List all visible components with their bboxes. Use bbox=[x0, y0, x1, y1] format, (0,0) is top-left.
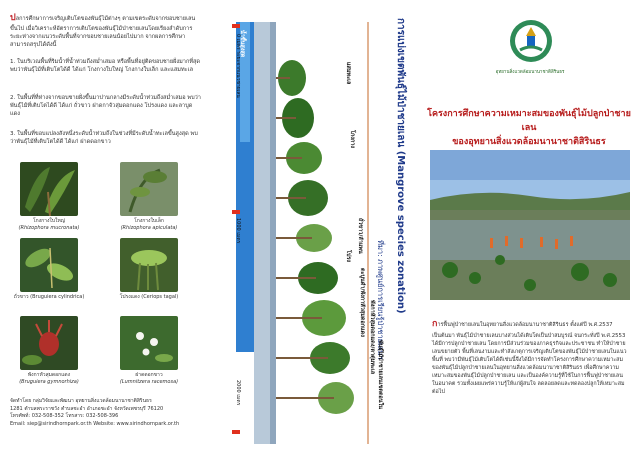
contact-email-website: Email: siep@sirindhornpark.or.th Website: www.sirindhornpark.or.th bbox=[10, 420, 180, 427]
zone-label-5: ตะบูนดำ/พังกาหัวสุมดอกแดง bbox=[359, 268, 365, 337]
caption-bruguiera-gymnorhiza: พังกาหัวสุมดอกแดง (Bruguiera gymnorhiza) bbox=[19, 372, 79, 385]
contact-phone: โทรศัพท์: 032-508-352 โทรสาร: 032-508-396 bbox=[10, 413, 119, 419]
water-level-label: น้ำขึ้นสูงสุด bbox=[239, 30, 245, 58]
mangrove-planting-photo bbox=[430, 150, 630, 300]
finding-2: 2. ในพื้นที่ที่ห่างจากขอบชายฝั่งขึ้นมาปานกลางมีระดับน้ำท่วมถึงสม่ำเสมอ พบว่าพันธุ์ไม้ที่เติบโตได้ดี ได้แก่ ถั่วขาว ฝาดกาจัวสุ่มดอกแดง โปรงแดง และลาบูดแดง bbox=[10, 95, 201, 118]
zone-label-3: ถั่วขาว/ลำแพน bbox=[357, 218, 363, 254]
rhizophora-apiculata-photo bbox=[120, 162, 178, 216]
contact-block bbox=[10, 398, 206, 428]
finding-1: 1. ในบริเวณพื้นที่ริมน้ำที่น้ำท่วมถึงสม่ำเสมอ หรือพื้นที่อยู่ติดขอบชายฝั่งมากที่สุด พบว่าพันธุ์ไม้ที่เติบโตได้ดี ได้แก่ โกงกางใบใหญ่ โกงกางใบเล็ก และแสมทะเล bbox=[10, 59, 201, 74]
zone-label-2: โกงกาง bbox=[349, 130, 355, 149]
project-title-line-1: โครงการศึกษาความเหมาะสมของพันธุ์ไม้ปลูกป่าชายเลน bbox=[427, 109, 631, 133]
caption-bruguiera-cylindrica: ถั่วขาว (Bruguiera cylindrica) bbox=[13, 294, 85, 300]
logo-caption: อุทยานสิ่งแวดล้อมนานาชาติสิรินธร bbox=[495, 70, 565, 75]
project-description: การฟื้นฟูป่าชายเลนในอุทยานสิ่งแวดล้อมนานาชาติสิรินธร ตั้งแต่ปี พ.ศ.2537 เป็นต้นมา พันธุ์ไม้ป่าชายเลนบางส่วนได้เติบโตเป็นป่าสมบูรณ์ จนกระทั่งปี พ.ศ.2553 ได้มีการปลูกป่าชายเลน โดยการมีส่วนร่วมของภาคธุรกิจและประชาชน ทำให้ป่าชายเลนขยายตัว พื้นที่เลนงามและทำสังเกตุการเจริญเติบโตของพันธุ์ไม้ป่าชายเลนในแนวพื้นที่ พบว่ามีพันธุ์ไม้เติบโตได้ดีเช่นนี้จึงได้มีการจัดทำโครงการศึกษาความเหมาะสมของพันธุ์ไม้ปลูกป่าชายเลนในอุทยานสิ่งแวดล้อมนานาชาติสิรินธร เพื่อศึกษาความเหมาะสมของพันธุ์ไม้ปลูกป่าชายเลน และเป็นองค์ความรู้ที่ใช้ในการฟื้นฟูป่าชายเลนในอนาคต รวมทั้งเผยแพร่ความรู้ให้แก่ผู้สนใจ ลดลอยลดและทดลองปลูกให้เหมาะสมต่อไป bbox=[432, 319, 627, 396]
project-title-line-2: ของอุทยานสิ่งแวดล้อมนานาชาติสิรินธร bbox=[452, 136, 606, 147]
zonation-title: การแบ่งเขตพันธุ์ไม้ป่าชายเลน (Mangrove species zonation) bbox=[395, 18, 406, 314]
bruguiera-cylindrica-photo bbox=[20, 238, 78, 292]
finding-3: 3. ในพื้นที่ขอบแปลงสังหนึ่งระดับน้ำท่วมถึงในช่วงที่มีระดับน้ำทะเลขึ้นสูงสุด พบว่าพันธุ์ไม้ที่เติบโตได้ดี ได้แก่ ฝาดดอกขาว bbox=[10, 131, 198, 146]
zone-label-6: พังกาหัวสุมดอกแดง/ตาตุ่มทะเล bbox=[369, 300, 375, 375]
ceriops-tagal-photo bbox=[120, 238, 178, 292]
project-title bbox=[426, 108, 632, 150]
mangrove-zonation-diagram bbox=[218, 8, 394, 444]
marker-1000m bbox=[232, 210, 240, 214]
zone-label-4: โปรง bbox=[345, 250, 351, 263]
marker-2000m bbox=[232, 430, 240, 434]
zone-label-1: แสมทะเล bbox=[345, 62, 351, 85]
marker-0m bbox=[232, 24, 240, 28]
sirindhorn-park-logo bbox=[508, 18, 554, 64]
caption-lumnitzera-racemosa: ฝาดดอกขาว (Lumnitzera racemosa) bbox=[119, 372, 179, 385]
contact-org: จัดทำโดย กลุ่มวิจัยและพัฒนา อุทยานสิ่งแวดล้อมนานาชาติสิรินธร bbox=[10, 398, 152, 404]
zone-label-7: พันธุ์ไม้ป่าชายเลนเขตตอนใน bbox=[377, 340, 383, 410]
marker-1000m-label: 1000 เมตร bbox=[235, 218, 241, 244]
intro-paragraph: ปลการศึกษาการเจริญเติบโตของพันธุ์ไม้ต่างๆ ตามเขตระดับจากขอบชายเลนขึ้นไป เมื่อวิเคราะห์อัตราการเติบโตของพันธุ์ไม้ป่าชายเลนโดยเรียงลำดับการระยะห่างจากแนวระดับพื้นที่จากขอบชายเลนน้อยไปมาก จากผลการศึกษาสามารถสรุปได้ดังนี้ bbox=[10, 13, 196, 49]
intro-drop-cap: ป bbox=[10, 13, 16, 23]
lumnitzera-racemosa-photo bbox=[120, 316, 178, 370]
marker-0m-label: 0 เมตร ระยะจากแนวชายเลน bbox=[235, 34, 241, 98]
contact-address: 1281 ตำบลพระราชวัง ตำบลชะอำ อำเภอชะอำ จังหวัดเพชรบุรี 76120 bbox=[10, 405, 164, 412]
marker-2000m-label: 2000 เมตร bbox=[235, 380, 241, 406]
zonation-source: ที่มา: ภาพศูนย์การเรียนรู้ป่าชายเลนฯ bbox=[376, 240, 385, 360]
caption-rhizophora-mucronata: โกงกางใบใหญ่ (Rhizophora mucronata) bbox=[18, 218, 80, 231]
caption-rhizophora-apiculata: โกงกางใบเล็ก (Rhizophora apiculata) bbox=[120, 218, 178, 231]
rhizophora-mucronata-photo bbox=[20, 162, 78, 216]
description-drop-cap: ก bbox=[432, 319, 438, 329]
caption-ceriops-tagal: โปรงแดง (Ceriops tagal) bbox=[119, 294, 179, 300]
bruguiera-gymnorhiza-photo bbox=[20, 316, 78, 370]
